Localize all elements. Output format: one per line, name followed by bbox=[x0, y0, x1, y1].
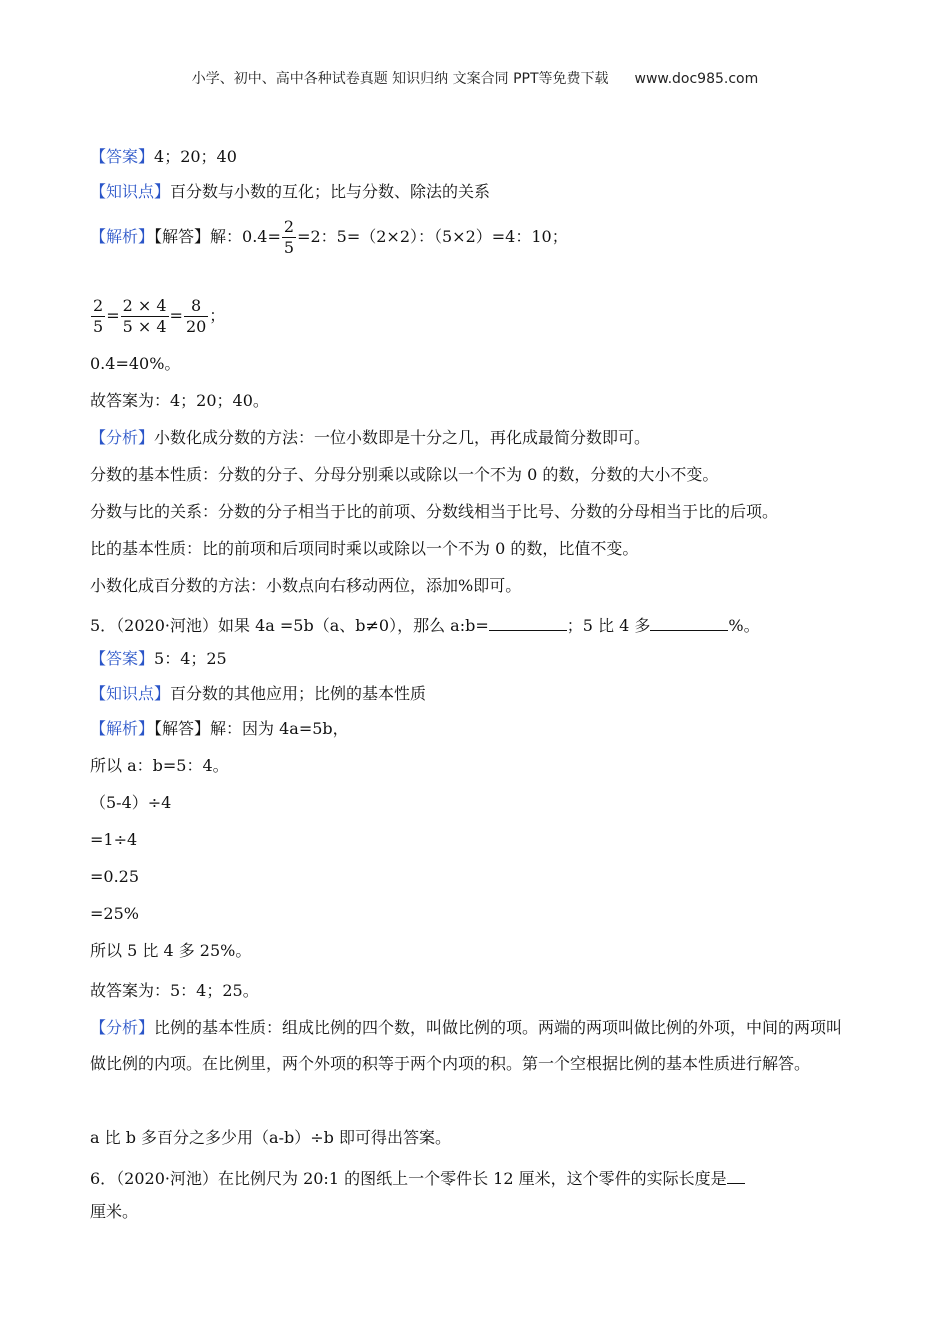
fraction-2x4-5x4: $\frac{2 \times 4}{5 \times 4}$ bbox=[122, 296, 167, 336]
q4-answer bbox=[90, 146, 237, 168]
q4-knowledge-text: 百分数与小数的互化；比与分数、除法的关系 bbox=[170, 182, 491, 201]
q5-explain: 【解析】【解答】解：因为 4a=5b， bbox=[90, 719, 349, 738]
fraction-two-fifths: $\frac{2}{5}$ bbox=[283, 217, 295, 257]
q4-analysis-1: 【分析】小数化成分数的方法：一位小数即是十分之几，再化成最简分数即可。 bbox=[90, 428, 651, 447]
fraction-8-20: $\frac{8}{20}$ bbox=[185, 296, 207, 336]
q5-analysis-extra: a 比 b 多百分之多少用（a-b）÷b 即可得出答案。 bbox=[90, 1128, 451, 1147]
q4-conclusion: 故答案为：4；20；40。 bbox=[90, 391, 269, 410]
q5-step-4: =0.25 bbox=[90, 867, 140, 886]
q5-step-2: （5-4）÷4 bbox=[90, 793, 172, 812]
q4-answer-text: 4；20；40 bbox=[154, 147, 237, 166]
q4-analysis-3: 分数与比的关系：分数的分子相当于比的前项、分数线相当于比号、分数的分母相当于比的后项。 bbox=[90, 502, 779, 521]
q4-explain-suffix: =2：5=（2×2）：（5×2）=4：10； bbox=[297, 227, 568, 246]
q6-question-end: 厘米。 bbox=[90, 1202, 139, 1221]
q4-explain bbox=[90, 214, 568, 260]
header-title: 小学、初中、高中各种试卷真题 知识归纳 文案合同 PPT等免费下载 bbox=[191, 71, 609, 87]
q4-explain-prefix: 【解答】解：0.4= bbox=[154, 227, 281, 246]
q4-analysis-4: 比的基本性质：比的前项和后项同时乘以或除以一个不为 0 的数，比值不变。 bbox=[90, 539, 639, 558]
analysis-tag: 【分析】 bbox=[90, 428, 155, 447]
q4-percent-line: 0.4=40%。 bbox=[90, 354, 181, 373]
answer-tag: 【答案】 bbox=[90, 147, 155, 166]
q5-step-3: =1÷4 bbox=[90, 830, 138, 849]
q4-fraction-equation: $\frac{2}{5}$ = $\frac{2 \times 4}{5 \times 4}$ = $\frac{8}{20}$ ； bbox=[93, 296, 226, 336]
fraction-2-5: $\frac{2}{5}$ bbox=[93, 296, 104, 336]
q5-answer: 【答案】5：4；25 bbox=[90, 649, 227, 668]
q5-blank-percent[interactable] bbox=[650, 612, 728, 631]
page-header bbox=[0, 68, 950, 88]
q5-blank-ratio[interactable] bbox=[489, 612, 567, 631]
q5-knowledge: 【知识点】百分数的其他应用；比例的基本性质 bbox=[90, 684, 427, 703]
q5-step-6: 所以 5 比 4 多 25%。 bbox=[90, 941, 252, 960]
q4-analysis-5: 小数化成百分数的方法：小数点向右移动两位，添加%即可。 bbox=[90, 576, 522, 595]
q5-question: 5．（2020·河池）如果 4a =5b（a、b≠0），那么 a:b= ；5 比 4 多 %。 bbox=[90, 612, 760, 637]
q4-analysis-2: 分数的基本性质：分数的分子、分母分别乘以或除以一个不为 0 的数，分数的大小不变。 bbox=[90, 465, 719, 484]
q5-step-1: 所以 a：b=5：4。 bbox=[90, 756, 229, 775]
q6-blank[interactable] bbox=[727, 1165, 745, 1184]
header-url[interactable]: www.doc985.com bbox=[634, 71, 759, 87]
q5-analysis: 【分析】比例的基本性质：组成比例的四个数，叫做比例的项。两端的两项叫做比例的外项，中间的两项叫做比例的内项。在比例里，两个外项的积等于两个内项的积。第一个空根据比例的基本性质进行解答。 bbox=[90, 1018, 843, 1073]
q4-knowledge bbox=[90, 181, 490, 203]
q5-step-5: =25% bbox=[90, 904, 139, 923]
q5-conclusion: 故答案为：5：4；25。 bbox=[90, 981, 259, 1000]
explain-tag: 【解析】 bbox=[90, 227, 155, 246]
q6-question: 6．（2020·河池）在比例尺为 20:1 的图纸上一个零件长 12 厘米，这个零件的实际长度是 bbox=[90, 1165, 745, 1190]
knowledge-tag: 【知识点】 bbox=[90, 182, 171, 201]
